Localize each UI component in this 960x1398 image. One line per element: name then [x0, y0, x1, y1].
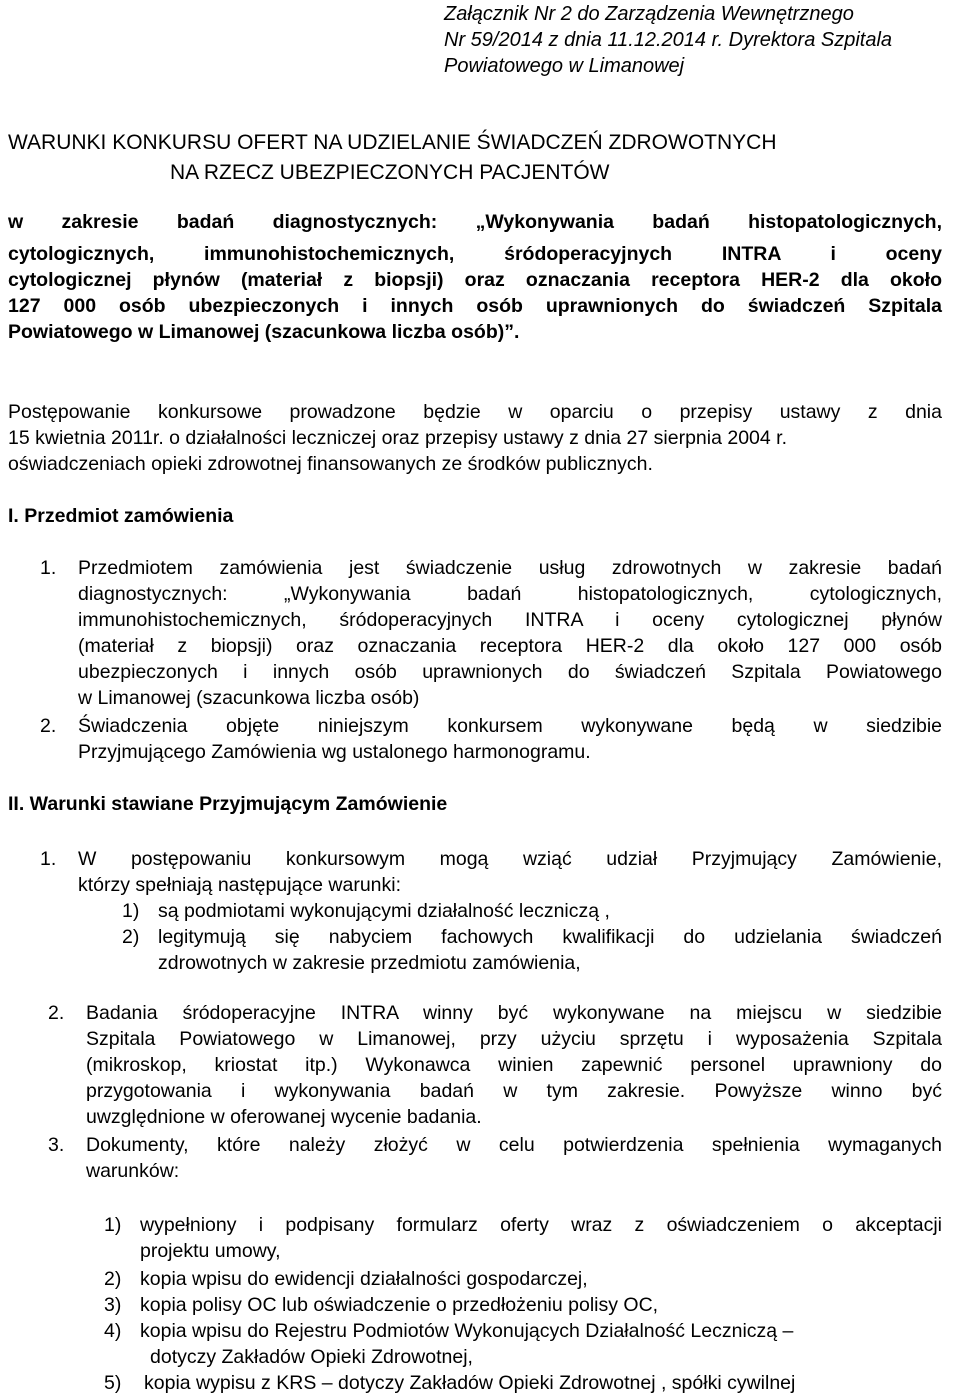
section2-item3-sub4-number: 4)	[104, 1320, 122, 1342]
section2-item3-sub3-line-1: kopia polisy OC lub oświadczenie o przedłożeniu polisy OC,	[140, 1294, 659, 1316]
scope-line-4: 127 000 osób ubezpieczonych i innych osób uprawnionych do świadczeń Szpitala	[8, 295, 942, 317]
section2-item3-number: 3.	[48, 1134, 65, 1156]
section2-item3-sub3-number: 3)	[104, 1294, 122, 1316]
section1-item1-number: 1.	[40, 557, 57, 579]
section2-item3-sub4-line-1: kopia wpisu do Rejestru Podmiotów Wykonujących Działalność Leczniczą –	[140, 1320, 794, 1342]
section2-heading: II. Warunki stawiane Przyjmującym Zamówienie	[8, 793, 448, 815]
section2-item3-sub1-number: 1)	[104, 1214, 122, 1236]
section2-item2-line-4: przygotowania i wykonywania badań w tym zakresie. Powyższe winno być	[86, 1080, 942, 1102]
section2-item1-sub1-line-1: są podmiotami wykonującymi działalność leczniczą ,	[158, 900, 610, 922]
section2-item1-sub2-line-1: legitymują się nabyciem fachowych kwalifikacji do udzielania świadczeń	[158, 926, 942, 948]
section1-heading: I. Przedmiot zamówienia	[8, 505, 234, 527]
section2-item1-sub2-line-2: zdrowotnych w zakresie przedmiotu zamówienia,	[158, 952, 581, 974]
legal-line-3: oświadczeniach opieki zdrowotnej finansowanych ze środków publicznych.	[8, 453, 653, 475]
section2-item2-line-2: Szpitala Powiatowego w Limanowej, przy użyciu sprzętu i wyposażenia Szpitala	[86, 1028, 942, 1050]
section2-item1-line-2: którzy spełniają następujące warunki:	[78, 874, 402, 896]
scope-line-2: cytologicznych, immunohistochemicznych, śródoperacyjnych INTRA i oceny	[8, 243, 942, 265]
section1-item1-line-2: diagnostycznych: „Wykonywania badań histopatologicznych, cytologicznych,	[78, 583, 942, 605]
section1-item1-line-1: Przedmiotem zamówienia jest świadczenie usług zdrowotnych w zakresie badań	[78, 557, 942, 579]
section2-item2-line-3: (mikroskop, kriostat itp.) Wykonawca winien zapewnić personel uprawniony do	[86, 1054, 942, 1076]
scope-line-3: cytologicznej płynów (materiał z biopsji) oraz oznaczania receptora HER-2 dla około	[8, 269, 942, 291]
section2-item3-sub1-line-2: projektu umowy,	[140, 1240, 281, 1262]
section2-item2-line-5: uwzględnione w oferowanej wycenie badania.	[86, 1106, 482, 1128]
section2-item2-number: 2.	[48, 1002, 65, 1024]
title-line-2: NA RZECZ UBEZPIECZONYCH PACJENTÓW	[170, 161, 610, 184]
section2-item3-line-1: Dokumenty, które należy złożyć w celu potwierdzenia spełnienia wymaganych	[86, 1134, 942, 1156]
section2-item1-line-1: W postępowaniu konkursowym mogą wziąć udział Przyjmujący Zamówienie,	[78, 848, 942, 870]
section2-item3-sub2-line-1: kopia wpisu do ewidencji działalności gospodarczej,	[140, 1268, 588, 1290]
section2-item1-sub2-number: 2)	[122, 926, 140, 948]
section2-item3-sub2-number: 2)	[104, 1268, 122, 1290]
section2-item3-sub1-line-1: wypełniony i podpisany formularz oferty wraz z oświadczeniem o akceptacji	[140, 1214, 942, 1236]
section1-item1-line-4: (materiał z biopsji) oraz oznaczania receptora HER-2 dla około 127 000 osób	[78, 635, 942, 657]
legal-line-1: Postępowanie konkursowe prowadzone będzie w oparciu o przepisy ustawy z dnia	[8, 401, 942, 423]
header-line-2: Nr 59/2014 z dnia 11.12.2014 r. Dyrektora Szpitala	[444, 29, 893, 51]
section1-item2-line-2: Przyjmującego Zamówienia wg ustalonego harmonogramu.	[78, 741, 591, 763]
section1-item2-line-1: Świadczenia objęte niniejszym konkursem wykonywane będą w siedzibie	[78, 715, 942, 737]
title-line-1: WARUNKI KONKURSU OFERT NA UDZIELANIE ŚWIADCZEŃ ZDROWOTNYCH	[8, 131, 777, 154]
header-line-1: Załącznik Nr 2 do Zarządzenia Wewnętrznego	[444, 3, 854, 25]
scope-line-5: Powiatowego w Limanowej (szacunkowa liczba osób)”.	[8, 321, 520, 343]
section2-item1-sub1-number: 1)	[122, 900, 140, 922]
section2-item3-line-2: warunków:	[86, 1160, 180, 1182]
section1-item1-line-5: ubezpieczonych i innych osób uprawnionych do świadczeń Szpitala Powiatowego	[78, 661, 942, 683]
section2-item3-sub5-number: 5)	[104, 1372, 122, 1394]
header-line-3: Powiatowego w Limanowej	[444, 55, 685, 77]
legal-line-2: 15 kwietnia 2011r. o działalności leczniczej oraz przepisy ustawy z dnia 27 sierpnia 2004 r.	[8, 427, 787, 449]
section1-item2-number: 2.	[40, 715, 57, 737]
section2-item1-number: 1.	[40, 848, 57, 870]
section1-item1-line-6: w Limanowej (szacunkowa liczba osób)	[78, 687, 420, 709]
section2-item2-line-1: Badania śródoperacyjne INTRA winny być wykonywane na miejscu w siedzibie	[86, 1002, 942, 1024]
section1-item1-line-3: immunohistochemicznych, śródoperacyjnych INTRA i oceny cytologicznej płynów	[78, 609, 942, 631]
scope-line-1: w zakresie badań diagnostycznych: „Wykonywania badań histopatologicznych,	[8, 211, 942, 233]
section2-item3-sub5-line-1: kopia wypisu z KRS – dotyczy Zakładów Opieki Zdrowotnej , spółki cywilnej	[144, 1372, 796, 1394]
section2-item3-sub4-line-2: dotyczy Zakładów Opieki Zdrowotnej,	[150, 1346, 473, 1368]
